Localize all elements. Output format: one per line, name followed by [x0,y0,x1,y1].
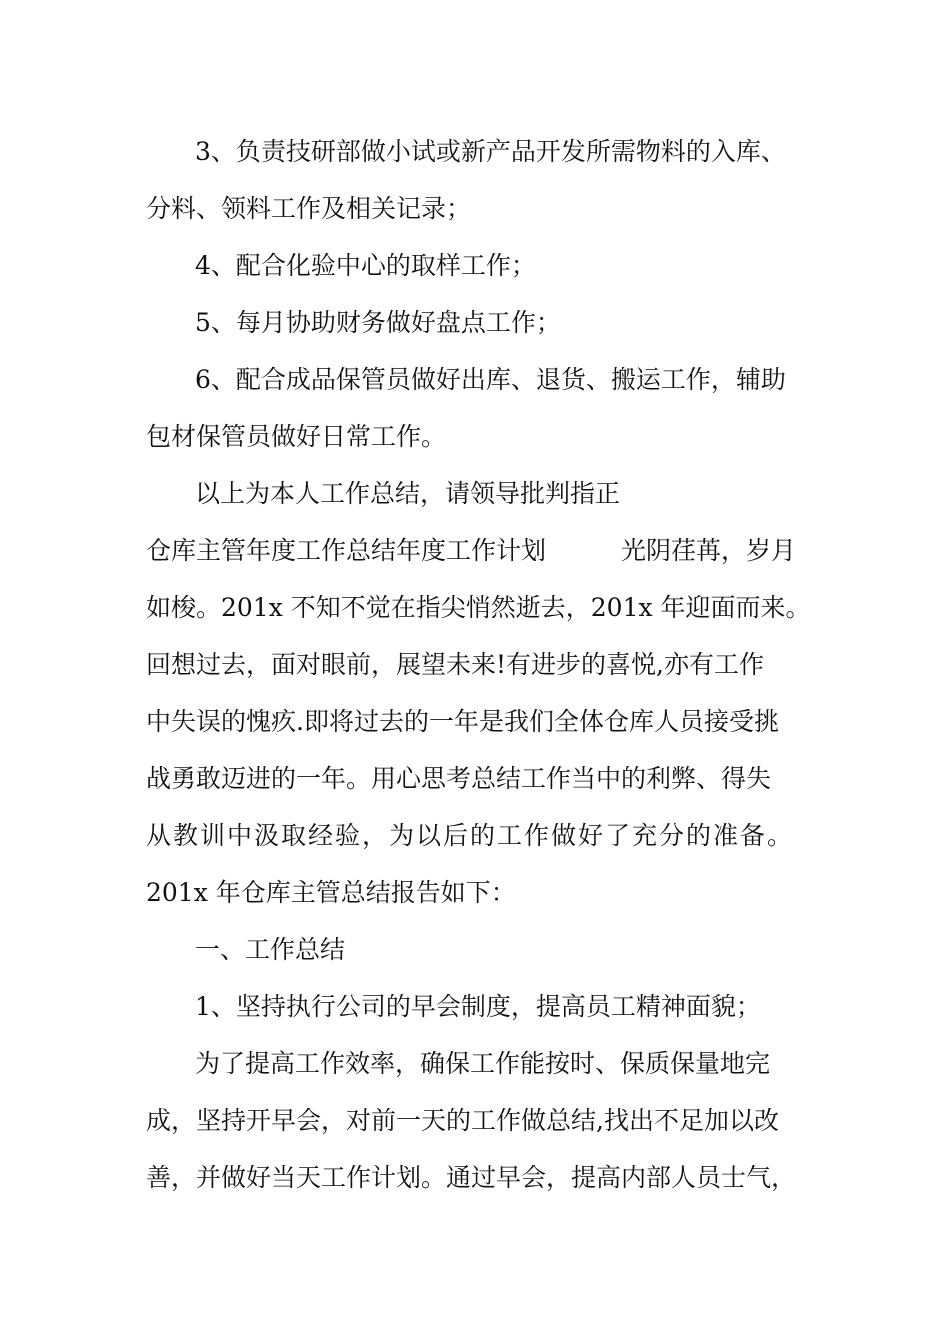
text-line: 6、配合成品保管员做好出库、退货、搬运工作，辅助 [195,365,786,394]
text-line: 光阴荏苒，岁月 [621,536,797,565]
text-line: 战勇敢迈进的一年。用心思考总结工作当中的利弊、得失 [146,764,772,793]
text-line: 如梭。201x 不知不觉在指尖悄然逝去，201x 年迎面而来。 [146,593,811,622]
text-line: 201x 年仓库主管总结报告如下： [146,878,516,907]
text-line: 1、坚持执行公司的早会制度，提高员工精神面貌； [195,992,761,1021]
text-line: 中失误的愧疚.即将过去的一年是我们全体仓库人员接受挑 [146,707,779,736]
text-line: 以上为本人工作总结，请领导批判指正 [195,479,621,508]
text-line: 4、配合化验中心的取样工作； [195,251,536,280]
section-heading: 一、工作总结 [195,935,346,964]
text-line: 3、负责技研部做小试或新产品开发所需物料的入库、 [195,137,786,166]
text-line: 成，坚持开早会，对前一天的工作做总结,找出不足加以改 [146,1106,779,1135]
section-heading: 仓库主管年度工作总结年度工作计划 [146,536,547,565]
text-line: 从教训中汲取经验，为以后的工作做好了充分的准备。 [146,821,795,850]
text-line: 为了提高工作效率，确保工作能按时、保质保量地完 [195,1049,771,1078]
text-line: 包材保管员做好日常工作。 [146,422,447,451]
text-line: 善，并做好当天工作计划。通过早会，提高内部人员士气， [146,1163,797,1192]
text-line: 5、每月协助财务做好盘点工作； [195,308,561,337]
text-line: 分料、领料工作及相关记录； [146,194,472,223]
text-line: 回想过去，面对眼前，展望未来!有进步的喜悦,亦有工作 [146,650,764,679]
